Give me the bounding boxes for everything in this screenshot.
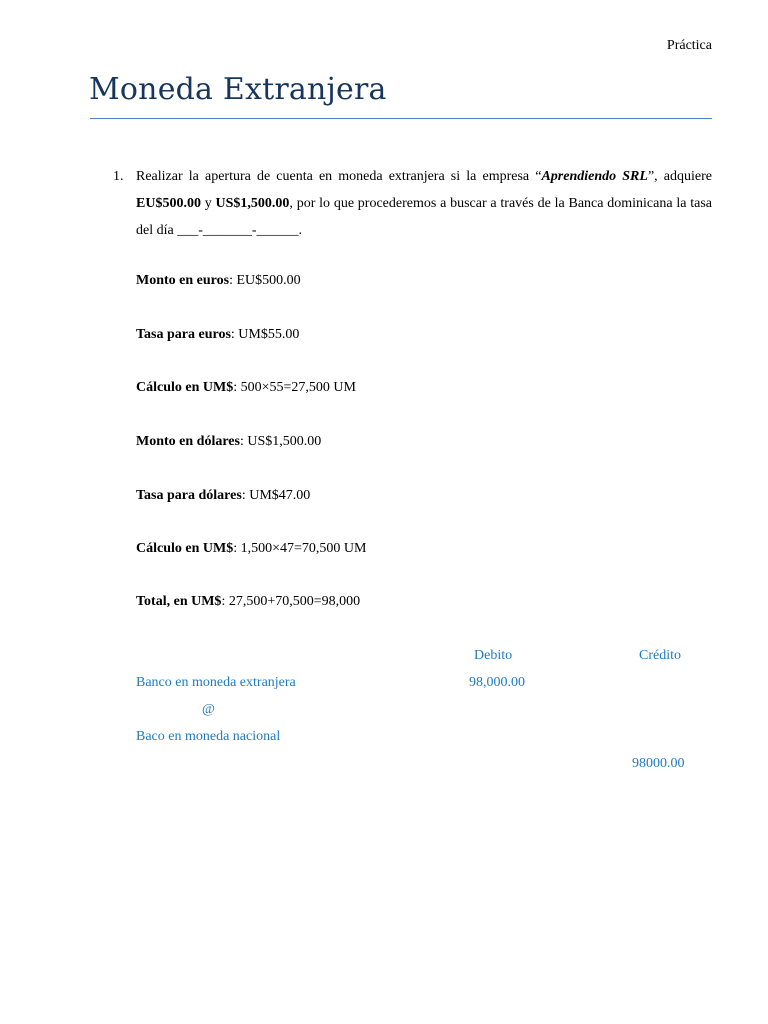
calc-value: : UM$55.00 [230,327,300,342]
calc-label: Cálculo en UM$ [136,541,234,556]
calc-label: Tasa para euros [136,327,231,342]
company-name: Aprendiendo SRL [541,169,648,184]
journal-credit-account: Baco en moneda nacional [136,729,281,744]
calc-value: : UM$47.00 [241,488,311,503]
header-label: Práctica [666,38,712,53]
calc-label: Monto en dólares [136,434,240,449]
exercise-text: ”, adquiere [647,169,712,184]
journal-connector: @ [202,702,215,717]
title-divider [90,118,712,119]
exercise-text: y [200,196,216,211]
calc-line-euros-amount [136,271,301,291]
calc-line-total [136,592,360,612]
calc-value: : US$1,500.00 [239,434,322,449]
calc-value: : 1,500×47=70,500 UM [233,541,367,556]
calc-label: Cálculo en UM$ [136,380,234,395]
calc-label: Monto en euros [136,273,230,288]
journal-credit-amount: 98000.00 [632,756,685,771]
calc-line-dollars-amount [136,432,321,452]
amount-dollars: US$1,500.00 [215,196,290,211]
list-number: 1. [113,169,124,184]
calc-label: Total, en UM$ [136,594,222,609]
amount-euros: EU$500.00 [136,196,201,211]
calc-line-euros-um [136,378,356,398]
calc-value: : EU$500.00 [229,273,301,288]
calc-label: Tasa para dólares [136,488,242,503]
calc-value: : 27,500+70,500=98,000 [221,594,361,609]
page-title: Moneda Extranjera [89,72,387,107]
journal-debit-amount: 98,000.00 [469,675,525,690]
exercise-text: , por lo que procederemos a buscar a través de la Banca dominicana la tasa del día ___-_______-______. [136,196,712,238]
journal-credit-header: Crédito [639,648,681,663]
calc-line-dollars-rate [136,486,310,506]
calc-value: : 500×55=27,500 UM [233,380,356,395]
journal-debit-header: Debito [474,648,513,663]
calc-line-euros-rate [136,325,299,345]
journal-debit-account: Banco en moneda extranjera [136,675,296,690]
calc-line-dollars-um [136,539,366,559]
exercise-text: Realizar la apertura de cuenta en moneda extranjera si la empresa “ [136,169,542,184]
exercise-paragraph [136,163,712,244]
